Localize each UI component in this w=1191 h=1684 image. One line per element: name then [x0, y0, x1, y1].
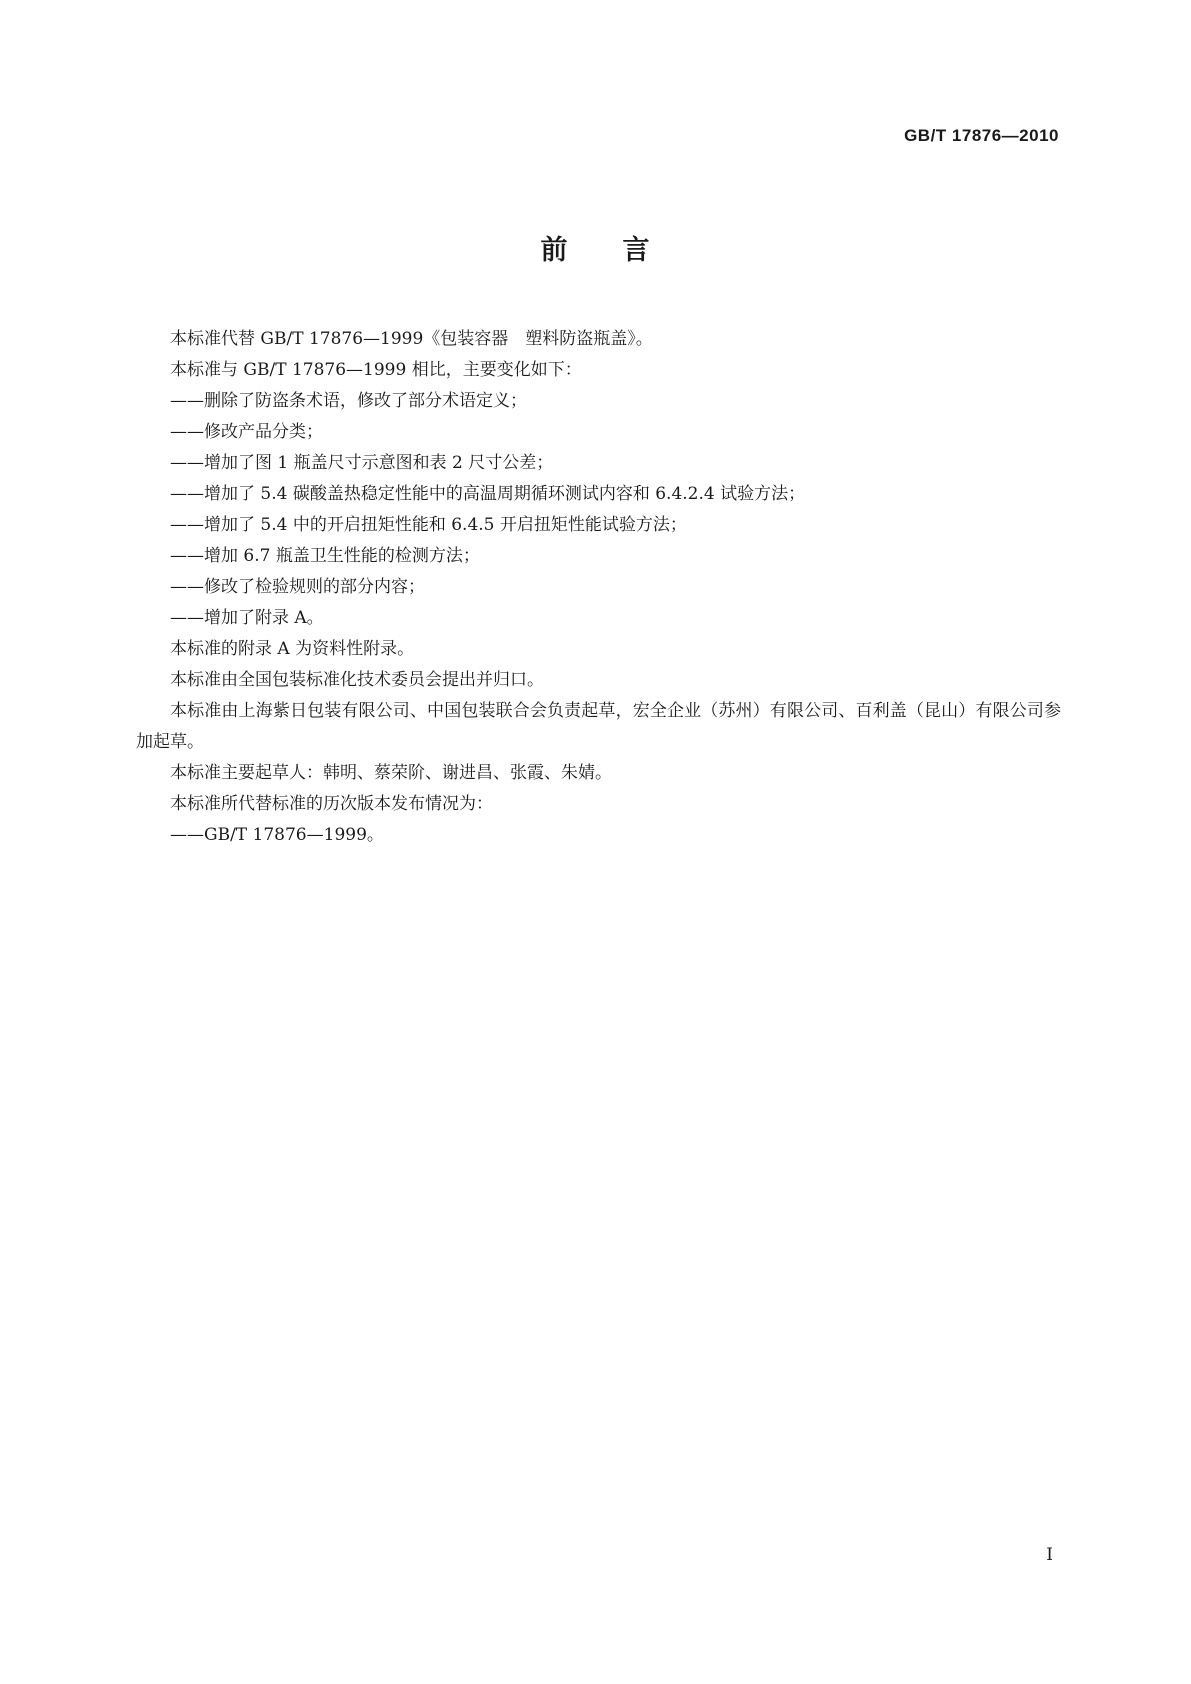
standard-code: GB/T 17876—2010 [904, 126, 1059, 145]
paragraph-appendix: 本标准的附录 A 为资料性附录。 [170, 639, 415, 659]
change-item: ——删除了防盗条术语，修改了部分术语定义； [170, 391, 527, 411]
change-item: ——增加 6.7 瓶盖卫生性能的检测方法； [170, 546, 480, 566]
title-char-1: 前 [540, 235, 569, 266]
paragraph-history-intro: 本标准所代替标准的历次版本发布情况为： [170, 794, 493, 814]
page-number: I [1046, 1545, 1053, 1565]
foreword-body [136, 324, 1061, 851]
change-item: ——增加了图 1 瓶盖尺寸示意图和表 2 尺寸公差； [170, 453, 554, 473]
paragraph-supersedes: 本标准代替 GB/T 17876—1999《包装容器 塑料防盗瓶盖》。 [170, 329, 653, 349]
paragraph-changes-intro: 本标准与 GB/T 17876—1999 相比，主要变化如下： [170, 360, 582, 380]
paragraph-proposer: 本标准由全国包装标准化技术委员会提出并归口。 [170, 670, 544, 690]
title-char-2: 言 [622, 235, 651, 266]
change-item: ——增加了 5.4 中的开启扭矩性能和 6.4.5 开启扭矩性能试验方法； [170, 515, 687, 535]
paragraph-drafters-org: 本标准由上海紫日包装有限公司、中国包装联合会负责起草，宏全企业（苏州）有限公司、百利盖（昆山）有限公司参加起草。 [136, 701, 1061, 752]
page-title [0, 228, 1191, 267]
change-item: ——修改产品分类； [170, 422, 323, 442]
change-item: ——增加了 5.4 碳酸盖热稳定性能中的高温周期循环测试内容和 6.4.2.4 试验方法； [170, 484, 806, 504]
paragraph-drafters: 本标准主要起草人：韩明、蔡荣阶、谢进昌、张霞、朱婧。 [170, 763, 612, 783]
change-item: ——修改了检验规则的部分内容； [170, 577, 425, 597]
change-item: ——增加了附录 A。 [170, 608, 324, 628]
history-item: ——GB/T 17876—1999。 [170, 825, 384, 845]
